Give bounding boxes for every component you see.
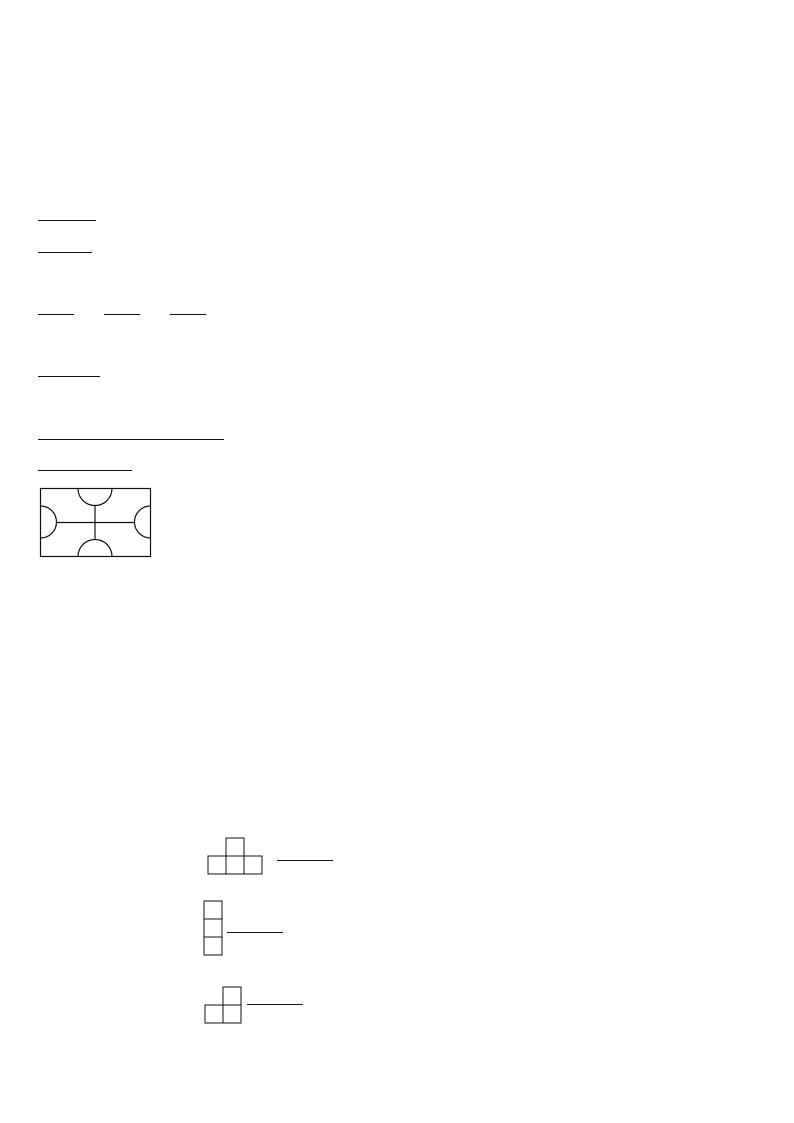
q17-sub2-blank[interactable]	[227, 920, 283, 933]
left-view-shape-l	[204, 986, 244, 1026]
front-view-shape	[207, 837, 267, 877]
q17-sub3-answer	[247, 992, 303, 1008]
q17-sub2-answer	[227, 920, 283, 936]
q17-sub1-answer	[277, 848, 333, 864]
q17-sub3-blank[interactable]	[247, 992, 303, 1005]
left-view-shape-column	[203, 900, 225, 958]
q17-sub1-blank[interactable]	[277, 848, 333, 861]
